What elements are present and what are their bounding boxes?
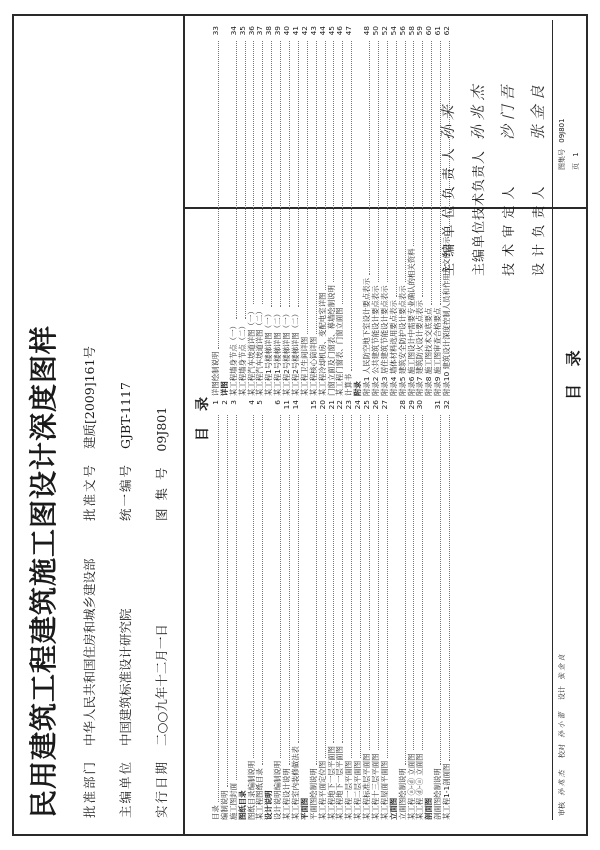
toc-entry-page: 14 <box>291 400 300 410</box>
titleblock-design-label: 设计 <box>558 686 566 701</box>
atlas-no-label: 图 集 号 <box>154 465 169 521</box>
toc-entry-title: 某工程核心筒详图 <box>308 336 318 396</box>
toc-entry-page: 31 <box>433 400 443 410</box>
uniform-no-value: GJBT-1117 <box>118 382 133 449</box>
toc-entry-page: 33 <box>210 26 220 36</box>
toc-entry-page: 4 <box>246 400 256 405</box>
signature: 孙 兆 杰 <box>468 85 487 140</box>
approve-doc-value: 建质[2009]161号 <box>82 346 97 449</box>
toc-section-heading <box>239 400 248 820</box>
toc-entry-title: 图纸目录 <box>237 790 247 820</box>
toc-entry-page: 26 <box>371 400 381 410</box>
toc-entry-title: 附录7 建筑防火设计要点表示 <box>415 300 425 396</box>
toc-leader-dots <box>440 415 441 765</box>
toc-entry-title: 某工程墙身节点（二） <box>237 322 247 396</box>
toc-entry <box>212 26 221 396</box>
toc-entry-title: 某工程1-1剖面图 <box>442 763 452 820</box>
toc-leader-dots <box>413 415 414 751</box>
toc-entry-title: 某工程二层平面图 <box>353 760 363 820</box>
toc-entry-title: 立面图 <box>388 797 398 820</box>
approve-doc-label: 批准文号 <box>82 462 97 521</box>
toc-entry-page: 36 <box>246 26 256 36</box>
toc-section-heading <box>425 400 434 820</box>
toc-entry-title: 附录 <box>353 381 363 396</box>
titleblock-check-label: 校对 <box>558 744 566 759</box>
toc-entry-title: 某工程汽车坡道详图（一） <box>246 307 256 396</box>
toc-section-heading <box>265 400 274 820</box>
responsible-role: 设 计 负 责 人 <box>531 185 547 276</box>
toc-entry-title: 剖面图 <box>424 797 434 820</box>
atlas-title: 民用建筑工程建筑施工图设计深度图样 <box>27 324 60 818</box>
toc-entry <box>230 400 239 820</box>
toc-entry-page: 45 <box>326 26 336 36</box>
signature: 张 金 良 <box>528 85 547 140</box>
toc-entry-page: 32 <box>442 400 452 410</box>
toc-entry <box>274 400 283 820</box>
toc-entry-page: 46 <box>335 26 345 36</box>
toc-section-heading <box>390 400 399 820</box>
toc-entry-page: 47 <box>344 26 354 36</box>
toc-entry <box>434 400 443 820</box>
toc-leader-dots <box>387 41 388 282</box>
toc-entry-page: 1 <box>210 400 220 405</box>
toc-entry-title: 剖面图绘制说明 <box>433 768 443 820</box>
toc-leader-dots <box>342 415 343 743</box>
atlas-no-value: 09J801 <box>154 406 169 452</box>
toc-leader-dots <box>351 415 352 758</box>
toc-leader-dots <box>360 415 361 758</box>
toc-entry-title: 附录9 施工图审查合格要点 <box>433 307 443 396</box>
titleblock-heading: 目 录 <box>564 344 583 400</box>
approve-dept-value: 中华人民共和国住房和城乡建设部 <box>82 558 97 746</box>
toc-leader-dots <box>262 41 263 304</box>
toc-leader-dots <box>218 41 219 349</box>
toc-entry-page: 39 <box>273 26 283 36</box>
toc-leader-dots <box>316 41 317 334</box>
toc-entry-title: 某工程设计说明 <box>282 768 292 820</box>
toc-leader-dots <box>253 41 254 304</box>
toc-entry-page: 37 <box>255 26 265 36</box>
toc-entry-title: 附录2 公共建筑节能设计要点表示 <box>371 285 381 396</box>
toc-leader-dots <box>325 41 326 290</box>
toc-entry-page: 24 <box>353 400 363 410</box>
toc-leader-dots <box>333 41 334 282</box>
toc-entry-page: 42 <box>299 26 309 36</box>
toc-leader-dots <box>351 41 352 371</box>
toc-entry-page: 48 <box>362 26 372 36</box>
toc-leader-dots <box>422 415 423 751</box>
toc-heading-left: 目 <box>195 427 211 441</box>
toc-leader-dots <box>289 415 290 765</box>
toc-entry-page: 61 <box>433 26 443 36</box>
toc-leader-dots <box>218 415 219 802</box>
toc-leader-dots <box>236 41 237 319</box>
responsible-persons <box>432 26 552 276</box>
toc-entry-page: 41 <box>291 26 300 36</box>
toc-entry-title: 某工程墙身节点（一） <box>228 322 238 396</box>
toc-entry <box>443 400 452 820</box>
toc-entry <box>336 26 345 396</box>
toc-entry-title: 某工程 ⓐ-ⓓ 立面图 <box>406 753 416 820</box>
toc-entry-title: 附录3 居住建筑节能设计要点表示 <box>379 285 389 396</box>
toc-entry <box>212 400 221 820</box>
toc-entry-title: 某工程冷却机房、变配电室详图 <box>317 292 327 396</box>
toc-leader-dots <box>307 41 308 334</box>
toc-leader-dots <box>245 41 246 319</box>
titleblock <box>552 20 585 820</box>
date-label: 实行日期 <box>154 759 169 818</box>
toc-entry-title: 附录4 墙体材料选用要点表示 <box>388 300 398 396</box>
toc-leader-dots <box>271 41 272 307</box>
toc-entry-title: 附录10 建筑设计深度控制人员和作用及文件表示 <box>442 236 452 396</box>
responsible-role: 主 编 单 位 负 责 人 <box>441 147 457 276</box>
titleblock-page-label: 页 <box>572 163 580 170</box>
toc-leader-dots <box>333 415 334 743</box>
toc-leader-dots <box>396 41 397 297</box>
toc-entry-title: 附录6 施工图设计中需要专业确认的相关资料 <box>406 248 416 396</box>
titleblock-design-sign: 张 金 良 <box>558 654 566 680</box>
toc-entry-title: 某工程卫生间详图 <box>299 336 309 396</box>
toc-leader-dots <box>405 41 406 282</box>
titleblock-check-sign: 孙 小 蕾 <box>558 712 566 738</box>
toc-entry-page: 11 <box>282 400 292 410</box>
toc-entry-title: 某工程 ⓓ-ⓐ 立面图 <box>415 753 425 820</box>
toc-entry <box>372 400 381 820</box>
toc-leader-dots <box>449 415 450 761</box>
toc-leader-dots <box>369 415 370 750</box>
toc-entry-page: 43 <box>308 26 318 36</box>
titleblock-review-label: 审核 <box>558 802 566 816</box>
toc-entry <box>416 400 425 820</box>
toc-entry-title: 某工程图纸目录 <box>255 768 265 820</box>
editor-label: 主编单位 <box>118 759 133 818</box>
toc-leader-dots <box>378 415 379 750</box>
toc-leader-dots <box>298 41 299 307</box>
toc-entry-title: 某工程标准层平面图 <box>362 753 372 820</box>
signature: 孙 来 <box>438 105 457 140</box>
responsible-person-row <box>492 26 522 276</box>
toc-entry-title: 某工程地下一层平面图 <box>335 746 345 820</box>
toc-entry-page: 40 <box>282 26 292 36</box>
toc-entry-page: 15 <box>308 400 318 410</box>
toc-entry-page: 23 <box>344 400 354 410</box>
toc-entry-page: 30 <box>415 400 425 410</box>
toc-leader-dots <box>227 415 228 787</box>
toc-entry-title: 详图 <box>219 381 229 396</box>
toc-entry-title: 附录5 建筑安全防护设计要点表示 <box>397 285 407 396</box>
toc-entry-title: 门窗立面及门窗表、幕墙绘制说明 <box>326 285 336 396</box>
toc-entry-page: 21 <box>326 400 336 410</box>
toc-entry <box>336 400 345 820</box>
approve-dept-label: 批准部门 <box>82 759 97 818</box>
uniform-no-label: 统一编号 <box>118 462 133 521</box>
toc-entry-title: 计算书 <box>344 373 354 396</box>
approve-doc-line <box>80 346 98 521</box>
toc-entry-page: 60 <box>424 26 434 36</box>
toc-entry-page: 62 <box>442 26 452 36</box>
toc-leader-dots <box>413 41 414 246</box>
toc-entry-title: 立面图绘制说明 <box>397 768 407 820</box>
toc-entry-title: 某工程一层平面图 <box>344 760 354 820</box>
toc-entry-title: 详图绘制说明 <box>210 351 220 396</box>
toc-entry-title: 目录 <box>210 805 220 820</box>
toc-entry-title: 设计说明编制说明 <box>273 760 283 820</box>
toc-leader-dots <box>236 415 237 780</box>
editor-value: 中国建筑标准设计研究院 <box>118 608 133 746</box>
toc-entry-page: 38 <box>264 26 274 36</box>
responsible-person-row <box>462 26 492 276</box>
toc-entry-title: 某工程十三层平面图 <box>371 753 381 820</box>
toc-entry-title: 某工程室内装修做法表 <box>291 746 300 820</box>
toc-entry-title: 某工程1号楼梯详图（一） <box>264 309 274 396</box>
toc-entry <box>292 400 301 820</box>
toc-entry <box>248 400 257 820</box>
toc-leader-dots <box>289 41 290 307</box>
toc-entry-title: 附录8 施工图技术交底要点 <box>424 307 434 396</box>
approve-dept-line <box>80 558 98 818</box>
rotated-sheet <box>12 14 588 836</box>
responsible-person-row <box>432 26 462 276</box>
toc-entry-page: 52 <box>379 26 389 36</box>
toc-entry <box>256 400 265 820</box>
toc-entry-title: 编制说明 <box>219 790 229 820</box>
toc-entry-page: 58 <box>406 26 416 36</box>
toc-leader-dots <box>316 415 317 765</box>
toc-entry-title: 某工程门窗表、门窗立面图 <box>335 307 345 396</box>
date-line <box>152 624 170 818</box>
toc-leader-dots <box>378 41 379 282</box>
toc-entry-title: 某工程2号楼梯详图（一） <box>282 309 292 396</box>
toc-entry-page: 3 <box>228 400 238 405</box>
toc-entry-page: 54 <box>388 26 398 36</box>
toc-entry-title: 设计说明 <box>264 790 274 820</box>
toc-entry-title: 某工程屋面平面图 <box>379 760 389 820</box>
toc-entry-page: 56 <box>397 26 407 36</box>
toc-entry-page: 28 <box>397 400 407 410</box>
toc-leader-dots <box>253 415 254 758</box>
date-value: 二○○九年十二月一日 <box>154 624 169 746</box>
toc-leader-dots <box>422 41 423 297</box>
responsible-person-row <box>522 26 552 276</box>
toc-entry <box>381 400 390 820</box>
toc-leader-dots <box>280 41 281 307</box>
responsible-role: 主编单位技术负责人 <box>471 149 487 276</box>
toc-entry-page: 20 <box>317 400 327 410</box>
toc-leader-dots <box>387 415 388 758</box>
editor-line <box>116 608 134 818</box>
toc-leader-dots <box>280 415 281 758</box>
toc-entry-page: 22 <box>335 400 345 410</box>
toc-entry-title: 平面图绘制说明 <box>308 768 318 820</box>
toc-leader-dots <box>405 415 406 765</box>
toc-entry-page: 29 <box>406 400 416 410</box>
toc-entry-title: 某工程地下一层平面图 <box>326 746 336 820</box>
titleblock-atlas-no-label: 图集号 <box>558 149 566 170</box>
toc-entry <box>345 26 354 396</box>
toc-leader-dots <box>369 41 370 275</box>
titleblock-atlas-no: 09J801 <box>558 118 566 143</box>
toc-left-column <box>212 400 452 820</box>
toc-entry-page: 25 <box>362 400 372 410</box>
toc-entry-page: 59 <box>415 26 425 36</box>
toc-entry-page: 27 <box>379 400 389 410</box>
toc-entry-title: 某工程2号楼梯详图（二） <box>291 309 300 396</box>
toc-entry-page: 2 <box>219 400 229 405</box>
toc-heading-right: 录 <box>195 397 211 411</box>
toc-entry-page: 34 <box>228 26 238 36</box>
toc-entry-title: 某工程平面定位图 <box>317 760 327 820</box>
toc-entry-page: 6 <box>273 400 283 405</box>
titleblock-page: 1 <box>572 152 580 157</box>
titleblock-review-sign: 孙 兆 杰 <box>558 770 566 796</box>
toc-entry <box>345 400 354 820</box>
toc-leader-dots <box>298 415 299 743</box>
toc-entry-title: 平面图 <box>299 797 309 820</box>
atlas-no-line <box>152 407 170 521</box>
toc-entry-title: 某工程汽车坡道详图（二） <box>255 307 265 396</box>
toc-entry-page: 35 <box>237 26 247 36</box>
toc-entry-title: 某工程1号楼梯详图（二） <box>273 309 283 396</box>
toc-entry-page: 5 <box>255 400 265 405</box>
toc-section-heading <box>301 400 310 820</box>
toc-entry-page: 50 <box>371 26 381 36</box>
toc-leader-dots <box>262 415 263 765</box>
responsible-role: 技 术 审 定 人 <box>501 185 517 276</box>
toc-entry-title: 施工图封面 <box>228 783 238 820</box>
uniform-no-line <box>116 382 134 521</box>
toc-entry <box>221 400 230 820</box>
toc-right-column <box>212 26 452 396</box>
toc-entry <box>310 400 319 820</box>
toc-entry-title: 图纸目录编制说明 <box>246 760 256 820</box>
toc-entry-page: 44 <box>317 26 327 36</box>
toc-leader-dots <box>342 41 343 304</box>
toc-entry-title: 附录1 人民防空地下室设计要点表示 <box>362 278 372 396</box>
toc-leader-dots <box>325 415 326 758</box>
signature: 沙 门 吾 <box>498 85 517 140</box>
